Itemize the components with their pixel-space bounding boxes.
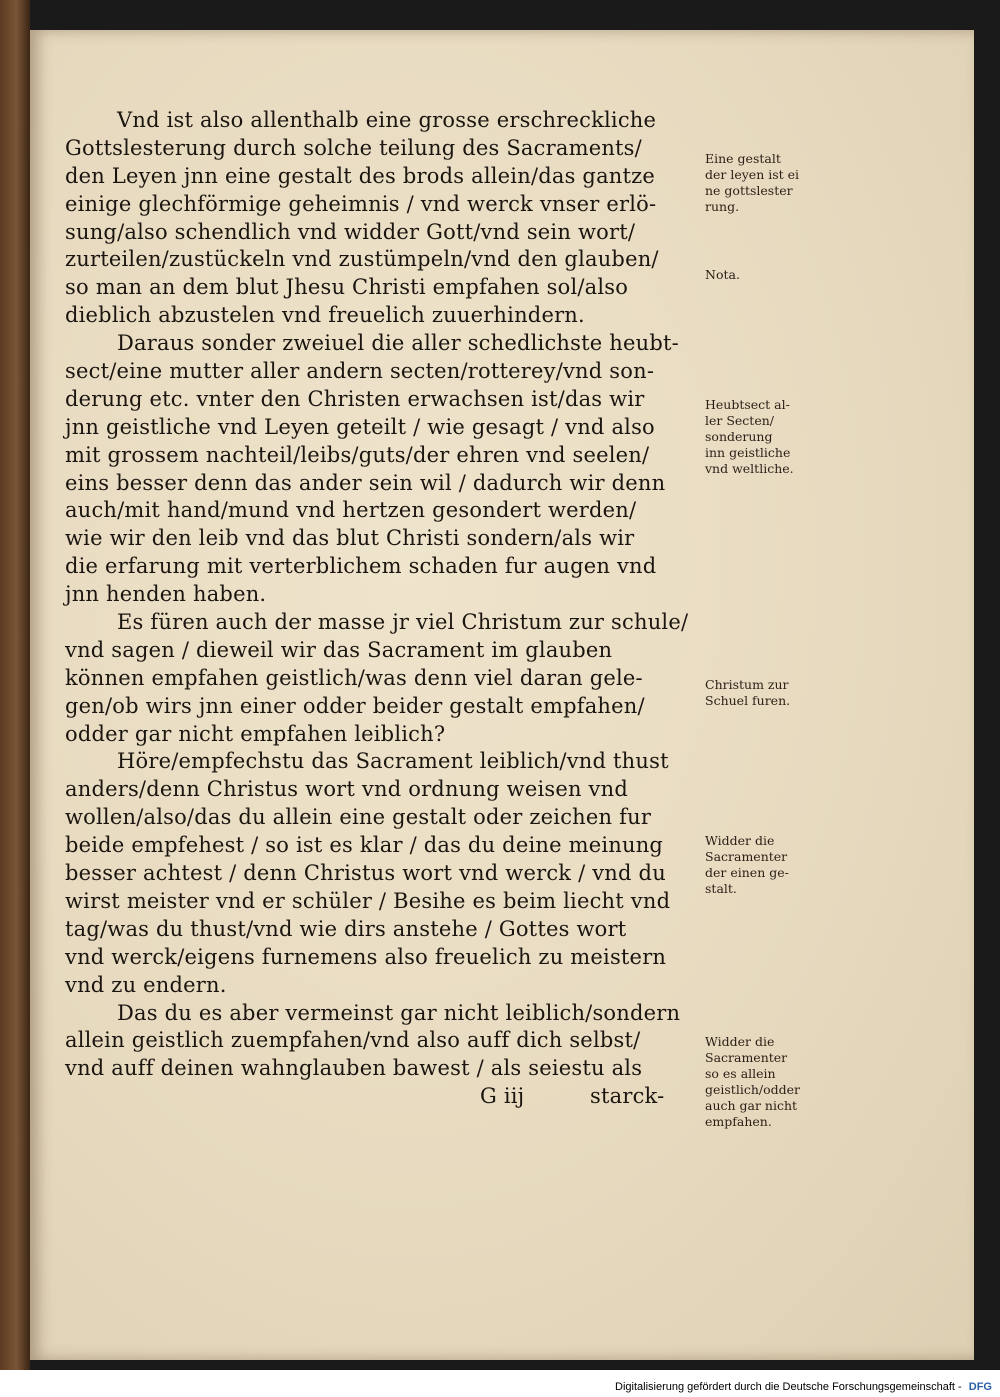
text-line: besser achtest / denn Christus wort vnd werck / vnd du: [65, 861, 666, 886]
text-line: Daraus sonder zweiuel die aller schedlichste heubt-: [117, 331, 679, 356]
text-line: auch/mit hand/mund vnd hertzen gesondert werden/: [65, 498, 637, 523]
dfg-logo: DFG: [968, 1381, 992, 1393]
text-line: vnd werck/eigens furnemens also freuelich zu meistern: [65, 944, 667, 969]
text-line: eins besser denn das ander sein wil / dadurch wir denn: [65, 470, 666, 495]
text-line: wirst meister vnd er schüler / Besihe es beim liecht vnd: [65, 888, 671, 913]
text-line: beide empfehest / so ist es klar / das du deine meinung: [65, 833, 664, 858]
margin-note-line: Sacramenter: [705, 849, 788, 864]
margin-note-line: Schuel furen.: [705, 693, 791, 708]
text-line: Gottslesterung durch solche teilung des Sacraments/: [65, 135, 642, 160]
text-line: vnd auff deinen wahnglauben bawest / als seiestu als: [65, 1056, 643, 1081]
margin-note-line: Eine gestalt: [705, 151, 781, 166]
text-line: jnn geistliche vnd Leyen geteilt / wie gesagt / vnd also: [65, 414, 655, 439]
text-line: zurteilen/zustückeln vnd zustümpeln/vnd den glauben/: [65, 247, 659, 272]
text-line: sung/also schendlich vnd widder Gott/vnd sein wort/: [65, 219, 636, 244]
text-line: den Leyen jnn eine gestalt des brods allein/das gantze: [65, 163, 656, 188]
text-line: dieblich abzustelen vnd freuelich zuuerhindern.: [65, 303, 585, 328]
text-line: odder gar nicht empfahen leiblich?: [65, 721, 446, 746]
margin-note: [705, 1034, 835, 1130]
text-line: können empfahen geistlich/was denn viel daran gele-: [65, 665, 643, 690]
margin-note: [705, 833, 835, 897]
margin-note: [705, 267, 835, 283]
margin-note-line: vnd weltliche.: [705, 461, 794, 476]
signature-line: [65, 1083, 705, 1111]
text-line: Vnd ist also allenthalb eine grosse erschreckliche: [117, 108, 657, 132]
catchword: starck-: [590, 1084, 665, 1109]
margin-note-line: geistlich/odder: [705, 1082, 800, 1097]
text-line: die erfarung mit verterblichem schaden fur augen vnd: [65, 554, 657, 579]
margin-note-line: sonderung: [705, 429, 773, 444]
text-line: wie wir den leib vnd das blut Christi sondern/als wir: [65, 526, 635, 551]
margin-note: [705, 151, 835, 215]
margin-note-line: Widder die: [705, 1034, 775, 1049]
margin-note-line: stalt.: [705, 881, 737, 896]
text-line: sect/eine mutter aller andern secten/rotterey/vnd son-: [65, 359, 655, 384]
book-edge: [0, 0, 30, 1370]
signature-mark: G iij: [480, 1084, 525, 1109]
text-line: allein geistlich zuempfahen/vnd also auff dich selbst/: [65, 1028, 641, 1053]
margin-note-line: Heubtsect al-: [705, 397, 790, 412]
margin-note-line: Widder die: [705, 833, 775, 848]
text-line: anders/denn Christus wort vnd ordnung weisen vnd: [65, 777, 628, 802]
text-line: Es füren auch der masse jr viel Christum zur schule/: [117, 610, 689, 635]
text-line: gen/ob wirs jnn einer odder beider gestalt empfahen/: [65, 693, 645, 718]
main-text-block: [65, 107, 705, 1111]
text-line: mit grossem nachteil/leibs/guts/der ehren vnd seelen/: [65, 442, 650, 467]
margin-note-line: ler Secten/: [705, 413, 774, 428]
margin-note-line: ne gottslester: [705, 183, 793, 198]
margin-note-line: empfahen.: [705, 1114, 772, 1129]
margin-note-line: Sacramenter: [705, 1050, 788, 1065]
text-line: Höre/empfechstu das Sacrament leiblich/vnd thust: [117, 749, 669, 774]
text-line: derung etc. vnter den Christen erwachsen ist/das wir: [65, 386, 645, 411]
text-line: so man an dem blut Jhesu Christi empfahen sol/also: [65, 275, 629, 300]
text-line: Das du es aber vermeinst gar nicht leiblich/sondern: [117, 1000, 681, 1025]
text-line: jnn henden haben.: [65, 582, 267, 607]
text-line: wollen/also/das du allein eine gestalt oder zeichen fur: [65, 805, 652, 830]
margin-note-line: Christum zur: [705, 677, 789, 692]
margin-note-line: so es allein: [705, 1066, 776, 1081]
text-line: vnd zu endern.: [65, 972, 227, 997]
margin-note-line: Nota.: [705, 267, 740, 282]
margin-note-line: der einen ge-: [705, 865, 789, 880]
text-line: vnd sagen / dieweil wir das Sacrament im glauben: [65, 637, 613, 662]
footer-text: Digitalisierung gefördert durch die Deutsche Forschungsgemeinschaft -: [615, 1381, 962, 1393]
margin-note-line: rung.: [705, 199, 740, 214]
funding-footer: [615, 1381, 992, 1393]
margin-note-line: auch gar nicht: [705, 1098, 798, 1113]
text-line: tag/was du thust/vnd wie dirs anstehe / Gottes wort: [65, 916, 627, 941]
margin-note: [705, 677, 835, 709]
book-page: [30, 30, 974, 1360]
margin-note-line: inn geistliche: [705, 445, 791, 460]
margin-note-line: der leyen ist ei: [705, 167, 800, 182]
margin-note: [705, 397, 835, 477]
text-line: einige glechförmige geheimnis / vnd werck vnser erlö-: [65, 191, 657, 216]
